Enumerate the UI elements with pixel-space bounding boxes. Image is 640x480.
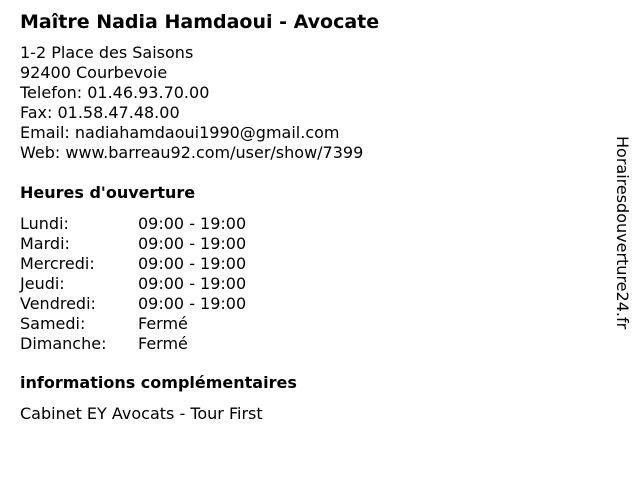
time-value: 09:00 - 19:00 xyxy=(138,214,247,233)
day-label: Lundi: xyxy=(20,214,69,233)
time-value: 09:00 - 19:00 xyxy=(138,254,247,273)
time-value: Fermé xyxy=(138,314,188,333)
day-label: Vendredi: xyxy=(20,294,96,313)
info-heading: informations complémentaires xyxy=(20,373,297,392)
email-address: Email: nadiahamdaoui1990@gmail.com xyxy=(20,123,340,142)
address-city: 92400 Courbevoie xyxy=(20,63,168,82)
time-value: 09:00 - 19:00 xyxy=(138,294,247,313)
hours-heading: Heures d'ouverture xyxy=(20,183,196,202)
page-title: Maître Nadia Hamdaoui - Avocate xyxy=(20,11,380,33)
phone-number: Telefon: 01.46.93.70.00 xyxy=(20,83,210,102)
info-text: Cabinet EY Avocats - Tour First xyxy=(20,404,263,423)
day-label: Jeudi: xyxy=(20,274,65,293)
day-label: Samedi: xyxy=(20,314,86,333)
time-value: Fermé xyxy=(138,334,188,353)
contact-block xyxy=(20,43,363,163)
address-street: 1-2 Place des Saisons xyxy=(20,43,194,62)
time-value: 09:00 - 19:00 xyxy=(138,274,247,293)
side-brand-text: Horairesdouverture24.fr xyxy=(613,136,632,330)
fax-number: Fax: 01.58.47.48.00 xyxy=(20,103,180,122)
day-label: Mercredi: xyxy=(20,254,95,273)
day-label: Dimanche: xyxy=(20,334,107,353)
time-value: 09:00 - 19:00 xyxy=(138,234,247,253)
website-address: Web: www.barreau92.com/user/show/7399 xyxy=(20,143,364,162)
day-label: Mardi: xyxy=(20,234,70,253)
